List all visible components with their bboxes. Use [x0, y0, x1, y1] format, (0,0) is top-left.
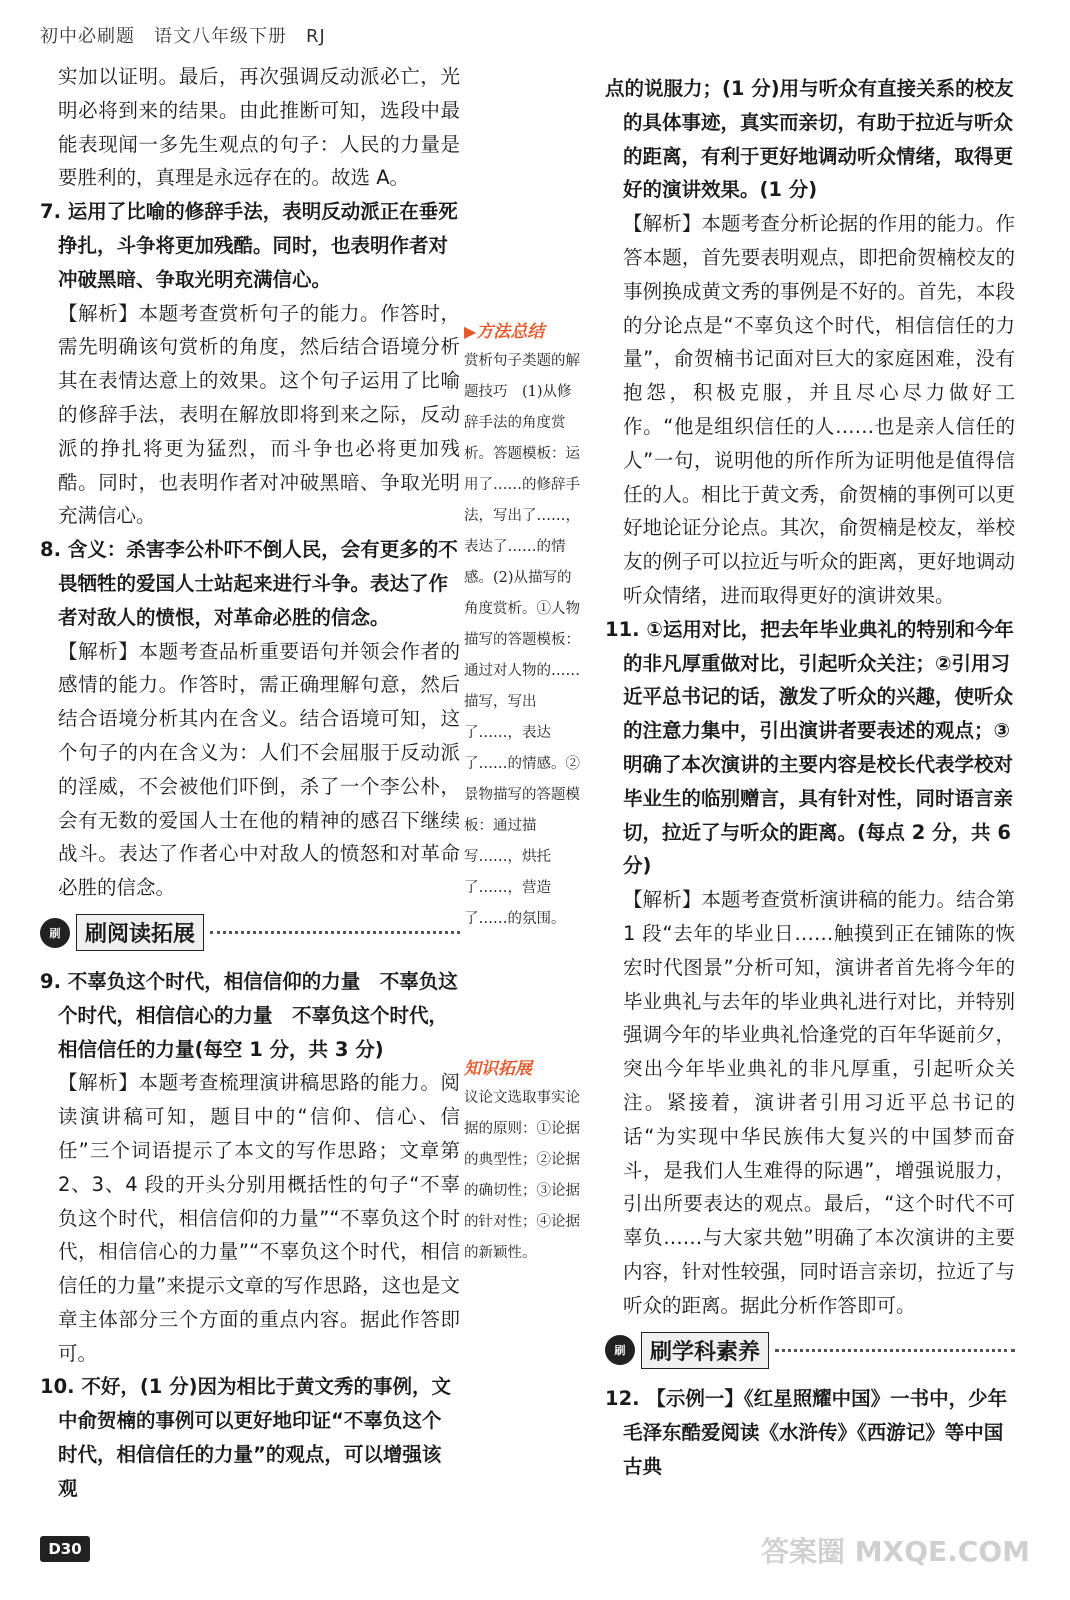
answer-item: 9. 不辜负这个时代，相信信仰的力量 不辜负这个时代，相信信心的力量 不辜负这个时代，相信信任的力量(每空 1 分，共 3 分): [40, 969, 458, 1061]
analysis-paragraph: 【解析】本题考查赏析演讲稿的能力。结合第 1 段“去年的毕业日……触摸到正在铺陈的恢宏时代图景”分析可知，演讲者首先将今年的毕业典礼与去年的毕业典礼进行对比，并特别强调今年的毕业典礼恰逢党的百年华诞前夕，突出今年毕业典礼的非凡厚重，引起听众关注。紧接着，演讲者引用习近平总书记的话“为实现中华民族伟大复兴的中国梦而奋斗，是我们人生难得的际遇”，增强说服力，引出所要表达的观点。最后，“这个时代不可辜负……与大家共勉”明确了本次演讲的主要内容，针对性较强，同时语言亲切，拉近了与听众的距离。据此分析作答即可。: [623, 888, 1015, 1317]
answer-item: 7. 运用了比喻的修辞手法，表明反动派正在垂死挣扎，斗争将更加残酷。同时，也表明作者对冲破黑暗、争取光明充满信心。: [40, 200, 458, 291]
section-header: [40, 915, 460, 951]
section-header: [605, 1332, 1015, 1368]
answer-item: 点的说服力；(1 分)用与听众有直接关系的校友的具体事迹，真实而亲切，有助于拉近与听众的距离，有利于更好地调动听众情绪，取得更好的演讲效果。(1 分): [605, 77, 1014, 202]
answer-item: 12. 【示例一】《红星照耀中国》一书中，少年毛泽东酷爱阅读《水浒传》《西游记》等中国古典: [605, 1387, 1008, 1479]
method-title: 方法总结: [476, 322, 545, 342]
badge-icon: 刷: [40, 918, 70, 948]
left-column: [40, 60, 460, 1506]
knowledge-text: 议论文选取事实论据的原则：①论据的典型性；②论据的确切性；③论据的针对性；④论据的新颖性。: [464, 1090, 580, 1261]
badge-icon: 刷: [605, 1335, 635, 1365]
watermark: 答案圈 MXQE.COM: [761, 1535, 1030, 1568]
answer-item: 8. 含义：杀害李公朴吓不倒人民，会有更多的不畏牺牲的爱国人士站起来进行斗争。表达了作者对敌人的愤恨，对革命必胜的信念。: [40, 538, 458, 629]
section-title: 刷学科素养: [641, 1332, 769, 1369]
dotted-rule: [210, 931, 460, 934]
method-text: 赏析句子类题的解题技巧 (1)从修辞手法的角度赏析。答题模板：运用了……的修辞手法，写出了……，表达了……的情感。(2)从描写的角度赏析。①人物描写的答题模板：通过对人物的……描写，写出了……，表达了……的情感。②景物描写的答题模板：通过描写……，烘托了……，营造了……的氛围。: [464, 353, 580, 927]
answer-item: 10. 不好，(1 分)因为相比于黄文秀的事例，文中俞贺楠的事例可以更好地印证“不辜负这个时代，相信信任的力量”的观点，可以增强该观: [40, 1375, 452, 1500]
arrow-icon: ▶: [464, 322, 477, 341]
answer-item: 11. ①运用对比，把去年毕业典礼的特别和今年的非凡厚重做对比，引起听众关注；②引用习近平总书记的话，激发了听众的兴趣，使听众的注意力集中，引出演讲者要表述的观点；③明确了本次演讲的主要内容是校长代表学校对毕业生的临别赠言，具有针对性，同时语言亲切，拉近了与听众的距离。(每点 2 分，共 6 分): [605, 617, 1014, 878]
side-notes: [464, 318, 582, 1269]
dotted-rule: [775, 1349, 1015, 1352]
analysis-paragraph: 【解析】本题考查赏析句子的能力。作答时，需先明确该句赏析的角度，然后结合语境分析其在表情达意上的效果。这个句子运用了比喻的修辞手法，表明在解放即将到来之际，反动派的挣扎将更为猛烈，而斗争也必将更加残酷。同时，也表明作者对冲破黑暗、争取光明充满信心。: [58, 301, 460, 528]
knowledge-box: [464, 1055, 582, 1269]
page-number: D30: [40, 1536, 90, 1562]
section-title: 刷阅读拓展: [76, 914, 204, 951]
analysis-paragraph: 【解析】本题考查梳理演讲稿思路的能力。阅读演讲稿可知，题目中的“信仰、信心、信任”三个词语提示了本文的写作思路；文章第 2、3、4 段的开头分别用概括性的句子“不辜负这个时代，相信信仰的力量”“不辜负这个时代，相信信心的力量”“不辜负这个时代，相信信任的力量”来提示文章的写作思路，这也是文章主体部分三个方面的重点内容。据此作答即可。: [58, 1071, 460, 1365]
knowledge-title: 知识拓展: [464, 1059, 532, 1079]
analysis-paragraph: 实加以证明。最后，再次强调反动派必亡，光明必将到来的结果。由此推断可知，选段中最能表现闻一多先生观点的句子：人民的力量是要胜利的，真理是永远存在的。故选 A。: [58, 65, 460, 190]
page-header: 初中必刷题 语文八年级下册 RJ: [40, 26, 326, 47]
method-summary-box: [464, 318, 582, 935]
right-column: [605, 72, 1015, 1484]
analysis-paragraph: 【解析】本题考查品析重要语句并领会作者的感情的能力。作答时，需正确理解句意，然后结合语境分析其内在含义。结合语境可知，这个句子的内在含义为：人们不会屈服于反动派的淫威，不会被他们吓倒，杀了一个李公朴，会有无数的爱国人士在他的精神的感召下继续战斗。表达了作者心中对敌人的愤怒和对革命必胜的信念。: [58, 639, 460, 900]
analysis-paragraph: 【解析】本题考查分析论据的作用的能力。作答本题，首先要表明观点，即把俞贺楠校友的事例换成黄文秀的事例是不好的。首先，本段的分论点是“不辜负这个时代，相信信任的力量”，俞贺楠书记面对巨大的家庭困难，没有抱怨，积极克服，并且尽心尽力做好工作。“他是组织信任的人……也是亲人信任的人”一句，说明他的所作所为证明他是值得信任的人。相比于黄文秀，俞贺楠的事例可以更好地论证分论点。其次，俞贺楠是校友，举校友的例子可以拉近与听众的距离，更好地调动听众情绪，进而取得更好的演讲效果。: [623, 212, 1015, 607]
